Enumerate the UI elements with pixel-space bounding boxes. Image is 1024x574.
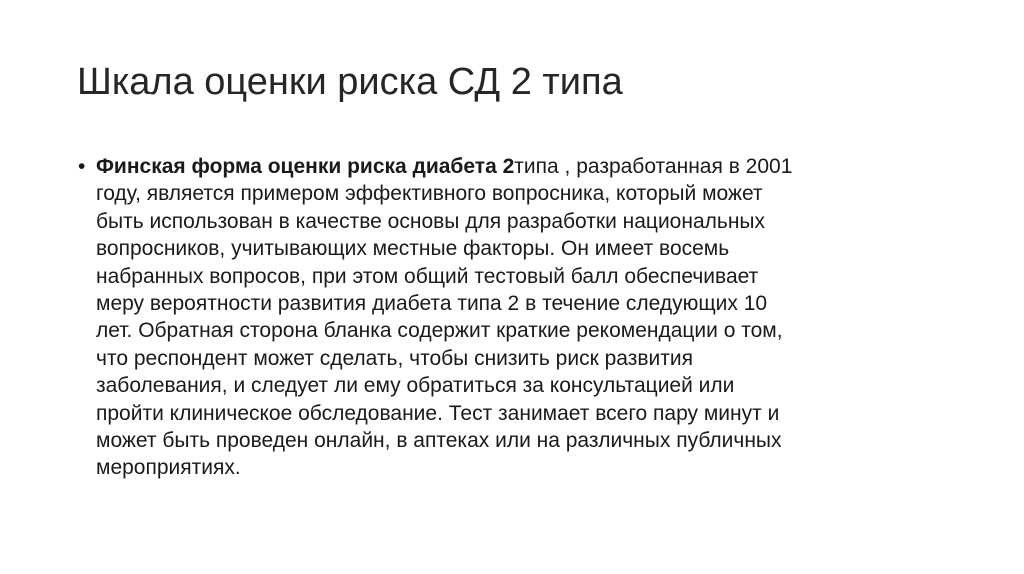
bullet-text	[96, 153, 958, 482]
bullet-body: типа , разработанная в 2001 году, является примером эффективного вопросника, который может быть использован в качестве основы для разработки национальных вопросников, учитывающих местные факторы. Он имеет восемь набранных вопросов, при этом общий тестовый балл обеспечивает меру вероятности развития диабета типа 2 в течение следующих 10 лет. Обратная сторона бланка содержит краткие рекомендации о том, что респондент может сделать, чтобы снизить риск развития заболевания, и следует ли ему обратиться за консультацией или пройти клиническое обследование. Тест занимает всего пару минут и может быть проведен онлайн, в аптеках или на различных публичных мероприятиях.	[96, 155, 793, 480]
bullet-lead-bold: Финская форма оценки риска диабета 2	[96, 155, 515, 178]
bullet-item	[78, 153, 958, 482]
slide-content	[78, 153, 958, 482]
slide-title: Шкала оценки риска СД 2 типа	[77, 61, 623, 103]
bullet-marker: •	[78, 155, 86, 178]
